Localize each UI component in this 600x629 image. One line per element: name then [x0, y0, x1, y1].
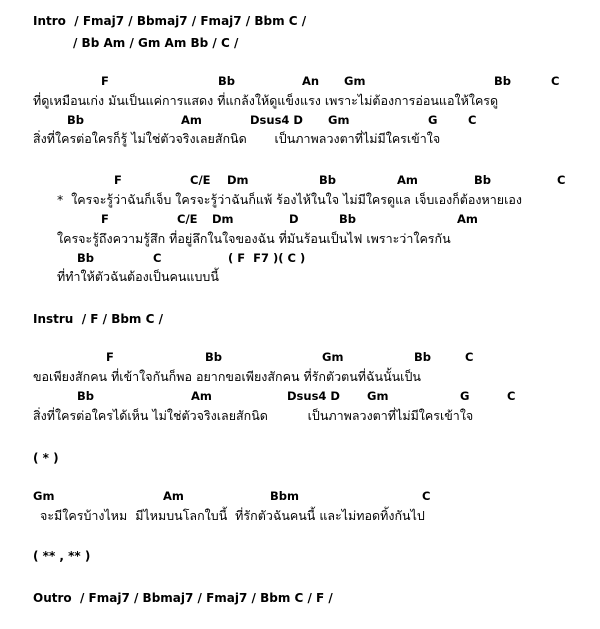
chord: G: [428, 113, 438, 127]
chord: Am: [181, 113, 202, 127]
chord: Dsus4 D: [287, 389, 340, 403]
chord: Dm: [212, 212, 234, 226]
chord: C/E: [190, 173, 211, 187]
intro-line-1: Intro / Fmaj7 / Bbmaj7 / Fmaj7 / Bbm C /: [33, 14, 307, 28]
chord: Gm: [344, 74, 366, 88]
chord: C/E: [177, 212, 198, 226]
chord: Dsus4 D: [250, 113, 303, 127]
chord: Bb: [205, 350, 222, 364]
lyric-line: ที่ดูเหมือนเก่ง มันเป็นแค่การแสดง ที่แกล้งให้ดูแข็งแรง เพราะไม่ต้องการอ่อนแอให้ใครดู: [33, 93, 499, 108]
chord: F: [106, 350, 114, 364]
chord: C: [507, 389, 516, 403]
lyric-line: ใครจะรู้ถึงความรู้สึก ที่อยู่ลึกในใจของฉัน ที่มันร้อนเป็นไฟ เพราะว่าใครกัน: [57, 231, 451, 246]
chord: Bb: [77, 389, 94, 403]
chord: G: [460, 389, 470, 403]
chord: Gm: [33, 489, 55, 503]
lyric-line: ขอเพียงสักคน ที่เข้าใจกันก็พอ อยากขอเพียงสักคน ที่รักตัวตนที่ฉันนั้นเป็น: [33, 369, 421, 384]
instru-line: Instru / F / Bbm C /: [33, 312, 163, 326]
chord: Bb: [67, 113, 84, 127]
chord: Dm: [227, 173, 249, 187]
chord: Bb: [494, 74, 511, 88]
chord: Bb: [339, 212, 356, 226]
lyric-line: ที่ทำให้ตัวฉันต้องเป็นคนแบบนี้: [57, 269, 219, 284]
chord: C: [422, 489, 431, 503]
chord: Am: [457, 212, 478, 226]
chord: Bbm: [270, 489, 299, 503]
chord: Am: [191, 389, 212, 403]
lyric-line: สิ่งที่ใครต่อใครก็รู้ ไม่ใช่ตัวจริงเลยสักนิด เป็นภาพลวงตาที่ไม่มีใครเข้าใจ: [33, 131, 441, 146]
chord: C: [153, 251, 162, 265]
chord: Gm: [328, 113, 350, 127]
lyric-line: สิ่งที่ใครต่อใครได้เห็น ไม่ใช่ตัวจริงเลยสักนิด เป็นภาพลวงตาที่ไม่มีใครเข้าใจ: [33, 408, 474, 423]
chord: Bb: [474, 173, 491, 187]
chord: C: [468, 113, 477, 127]
chord: Bb: [319, 173, 336, 187]
chord: Bb: [77, 251, 94, 265]
chord: Am: [163, 489, 184, 503]
chord: ( F F7 )( C ): [228, 251, 306, 265]
chord: F: [101, 74, 109, 88]
chord: C: [551, 74, 560, 88]
chord: Am: [397, 173, 418, 187]
lyric-line: จะมีใครบ้างไหม มีไหมบนโลกใบนี้ ที่รักตัวฉันคนนี้ และไม่ทอดทิ้งกันไป: [40, 508, 425, 523]
chord: D: [289, 212, 299, 226]
chord: An: [302, 74, 320, 88]
chord: Bb: [218, 74, 235, 88]
repeat-marker: ( * ): [33, 451, 59, 465]
lyric-line: * ใครจะรู้ว่าฉันก็เจ็บ ใครจะรู้ว่าฉันก็แพ้ ร้องไห้ในใจ ไม่มีใครดูแล เจ็บเองก็ต้องหายเอง: [57, 192, 522, 207]
chord: F: [114, 173, 122, 187]
chord: Gm: [367, 389, 389, 403]
chord: C: [465, 350, 474, 364]
intro-line-2: / Bb Am / Gm Am Bb / C /: [73, 36, 239, 50]
repeat-marker: ( ** , ** ): [33, 549, 91, 563]
chord: F: [101, 212, 109, 226]
outro-line: Outro / Fmaj7 / Bbmaj7 / Fmaj7 / Bbm C / F /: [33, 591, 333, 605]
chord: C: [557, 173, 566, 187]
chord: Gm: [322, 350, 344, 364]
chord: Bb: [414, 350, 431, 364]
